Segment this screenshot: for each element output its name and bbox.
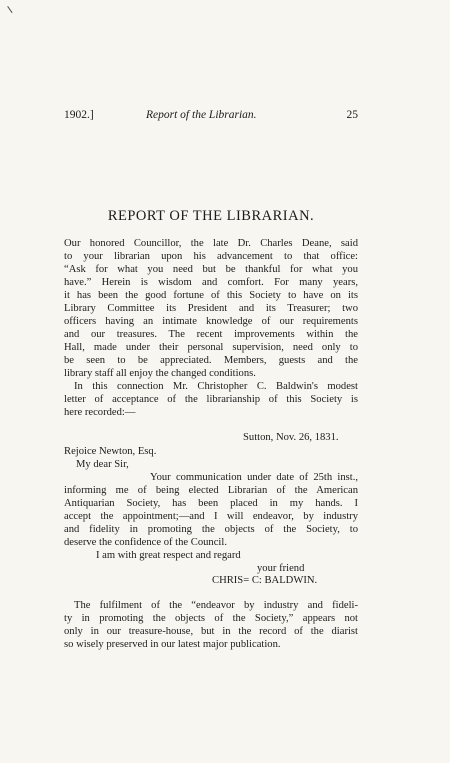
- paragraph1-line: library staff all enjoy the changed conditions.: [64, 368, 256, 379]
- letter-closing: I am with great respect and regard: [96, 550, 241, 561]
- header-running-title: Report of the Librarian.: [146, 109, 257, 121]
- header-year: 1902.]: [64, 109, 94, 121]
- paragraph1-line: be seen to be appreciated. Members, guests and the: [64, 355, 358, 366]
- paragraph2-line: here recorded:—: [64, 407, 136, 418]
- letter-salutation: My dear Sir,: [76, 459, 129, 470]
- letter-body-line: informing me of being elected Librarian of the American: [64, 485, 358, 496]
- corner-mark: [7, 6, 12, 13]
- paragraph3-line: The fulfilment of the “endeavor by industry and fideli-: [74, 600, 358, 611]
- paragraph2-line: In this connection Mr. Christopher C. Baldwin's modest: [74, 381, 358, 392]
- paragraph1-line: Hall, made under their personal supervision, need only to: [64, 342, 358, 353]
- paragraph1-line: “Ask for what you need but be thankful for what you: [64, 264, 358, 275]
- paragraph1-line: have.” Herein is wisdom and comfort. For many years,: [64, 277, 358, 288]
- letter-body-line: Your communication under date of 25th inst.,: [150, 472, 358, 483]
- paragraph1-line: to your librarian upon his advancement to that office:: [64, 251, 358, 262]
- letter-addressee: Rejoice Newton, Esq.: [64, 446, 157, 457]
- paragraph1-line: Our honored Councillor, the late Dr. Charles Deane, said: [64, 238, 358, 249]
- paragraph1-line: officers having an intimate knowledge of our requirements: [64, 316, 358, 327]
- paragraph1-line: it has been the good fortune of this Society to have on its: [64, 290, 358, 301]
- letter-signature: CHRIS= C: BALDWIN.: [212, 575, 318, 586]
- running-header: [64, 109, 358, 123]
- paragraph1-line: Library Committee its President and its Treasurer; two: [64, 303, 358, 314]
- paragraph3-line: so wisely preserved in our latest major publication.: [64, 639, 281, 650]
- page-title: REPORT OF THE LIBRARIAN.: [107, 208, 315, 224]
- letter-body-line: accept the appointment;—and I will endeavor, by industry: [64, 511, 358, 522]
- letter-dateline: Sutton, Nov. 26, 1831.: [243, 432, 339, 443]
- letter-body-line: deserve the confidence of the Council.: [64, 537, 227, 548]
- paragraph3-line: ty in promoting the objects of the Society,” appears not: [64, 613, 358, 624]
- paragraph3-line: only in our treasure-house, but in the record of the diarist: [64, 626, 358, 637]
- letter-body-line: Antiquarian Society, has been placed in my hands. I: [64, 498, 358, 509]
- paragraph1-line: and our treasures. The recent improvements within the: [64, 329, 358, 340]
- paragraph2-line: letter of acceptance of the librarianship of this Society is: [64, 394, 358, 405]
- header-page-number: 25: [346, 109, 358, 121]
- letter-closing-friend: your friend: [257, 563, 305, 574]
- letter-body-line: and fidelity in promoting the objects of the Society, to: [64, 524, 358, 535]
